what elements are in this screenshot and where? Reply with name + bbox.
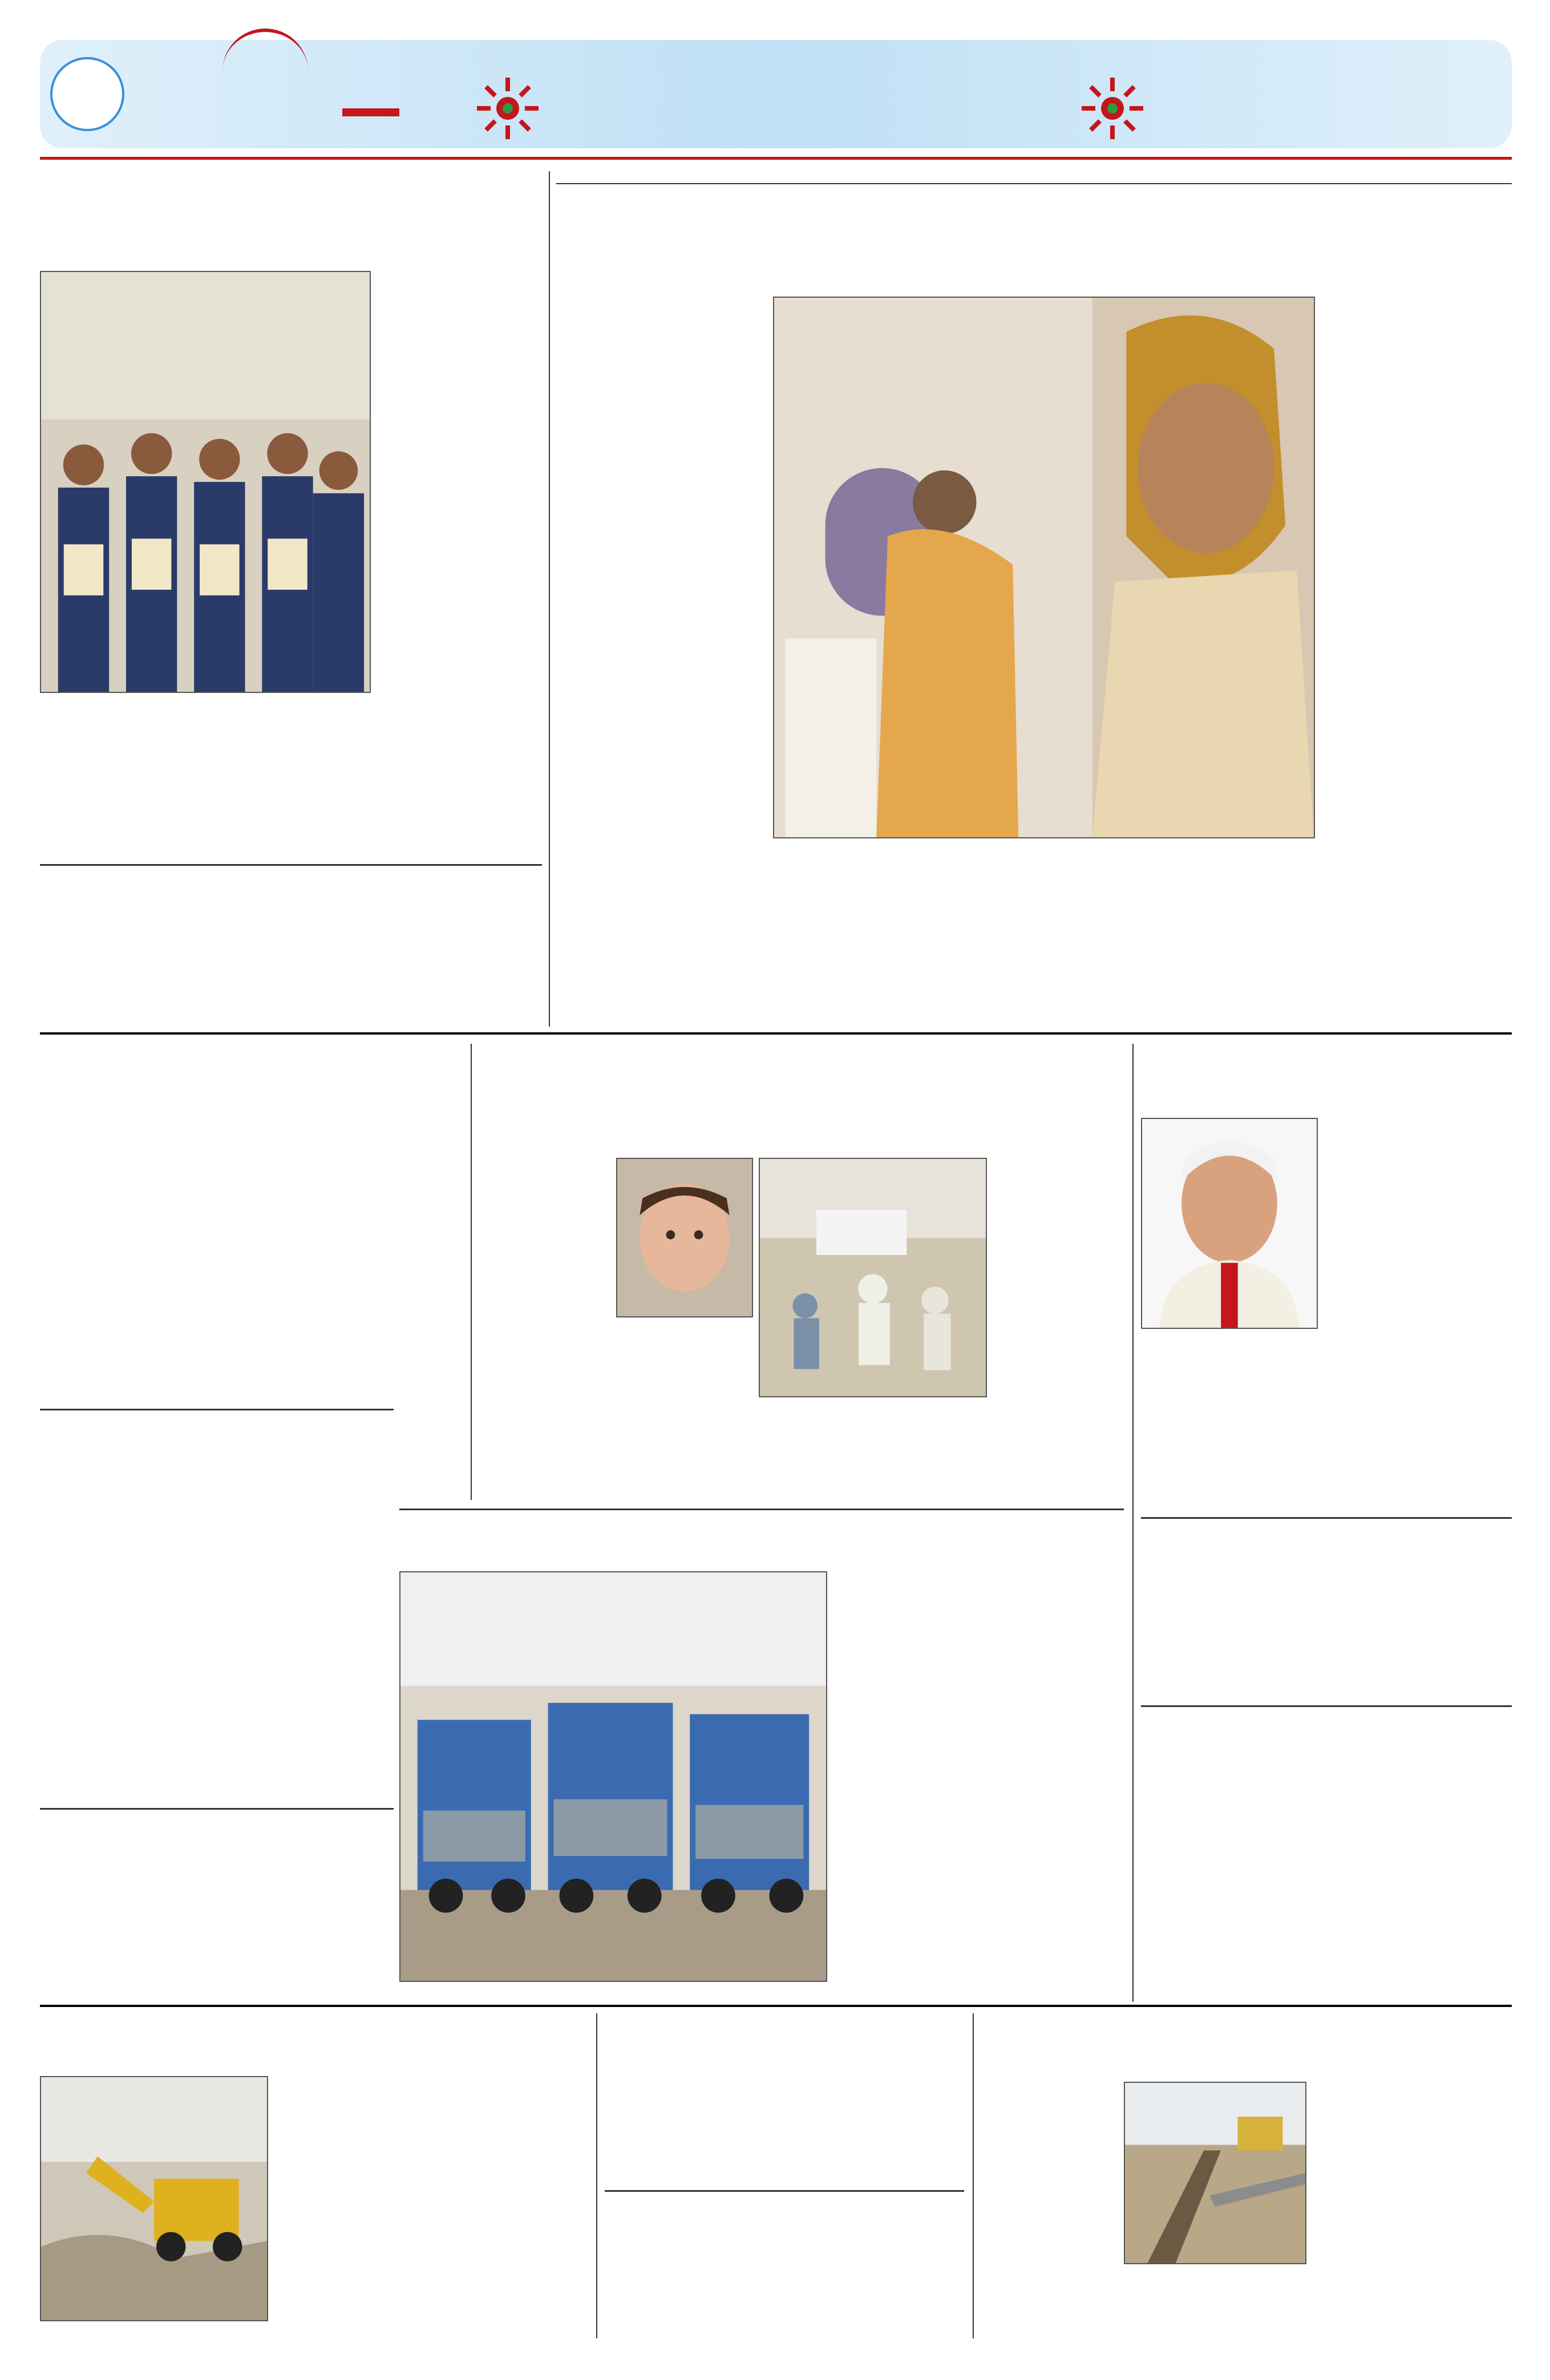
- logo-arc: [222, 29, 308, 74]
- unconscious-passenger-story: [40, 1808, 394, 1999]
- logo: [137, 23, 422, 154]
- lead-story: [556, 168, 1512, 1029]
- story-body: [40, 1414, 394, 1751]
- section-divider: [40, 1032, 1512, 1035]
- graveyard-story: [40, 2013, 588, 2338]
- edition-center: [610, 40, 1010, 154]
- yoga-story: [40, 864, 542, 1029]
- story-continuation: [40, 699, 542, 844]
- column-divider: [549, 171, 550, 1027]
- page-number-badge: [50, 57, 124, 131]
- kidnap-right-column: [998, 1158, 1124, 1494]
- caption-strip: [1124, 2273, 1306, 2333]
- story-body: [605, 2018, 964, 2143]
- lead-photo: [773, 297, 1315, 838]
- story-body: [40, 1051, 462, 1353]
- story-body: [40, 1814, 394, 1956]
- story-body: [40, 871, 542, 985]
- section-divider: [40, 2005, 1512, 2007]
- pipeline-story: [981, 2013, 1512, 2338]
- red-sun-flower-icon: [1078, 74, 1147, 143]
- bear-story: [40, 1044, 462, 1403]
- punjab-forest-story: [1141, 1705, 1512, 2002]
- top-left-right-column: [382, 271, 542, 693]
- nadda-story: [1141, 1044, 1512, 1511]
- lead-subheadline: [556, 177, 1512, 184]
- kidnap-left-column: [479, 1158, 605, 1494]
- award-group-photo: [40, 271, 371, 693]
- lead-bottom-columns: [556, 847, 1315, 1021]
- story-body: [280, 2076, 588, 2333]
- masthead-divider: [40, 157, 1512, 160]
- story-body: [382, 271, 542, 693]
- story-body: [605, 2196, 964, 2298]
- trucks-photo: [399, 1571, 827, 1982]
- top-left-story: [40, 168, 542, 861]
- red-sun-flower-icon: [474, 74, 542, 143]
- story-continuation: [981, 2082, 1112, 2333]
- demolition-photo: [40, 2076, 268, 2321]
- lead-left-column: [556, 297, 762, 838]
- police-meeting-photo: [759, 1158, 987, 1397]
- story-continuation: [1141, 1335, 1512, 1500]
- column-divider: [1132, 1044, 1134, 2002]
- pipeline-photo: [1124, 2082, 1306, 2264]
- earring-theft-story: [40, 1409, 394, 1802]
- murder-story: [605, 2190, 964, 2338]
- column-divider: [596, 2013, 597, 2338]
- nadda-portrait: [1141, 1118, 1318, 1329]
- column-divider: [973, 2013, 974, 2338]
- bomb-threat-story: [1141, 1517, 1512, 1700]
- logo-flag-stripe: [342, 108, 399, 116]
- kidnap-story: [479, 1044, 1124, 1500]
- story-body: [1141, 1711, 1512, 1945]
- masthead: [40, 23, 1512, 154]
- story-body: [1329, 1118, 1512, 1329]
- story-body: [1318, 2082, 1512, 2333]
- story-body: [1141, 1523, 1512, 1660]
- supari-story: [399, 1509, 1124, 1999]
- lead-right-column: [1326, 297, 1512, 1021]
- section-title-urdu: [1158, 46, 1500, 154]
- child-photo: [616, 1158, 753, 1317]
- story-body: [839, 1571, 1124, 1982]
- kidnap-continuation: [616, 1403, 987, 1494]
- tobacco-pledge-story: [605, 2013, 964, 2184]
- column-divider: [471, 1044, 472, 1500]
